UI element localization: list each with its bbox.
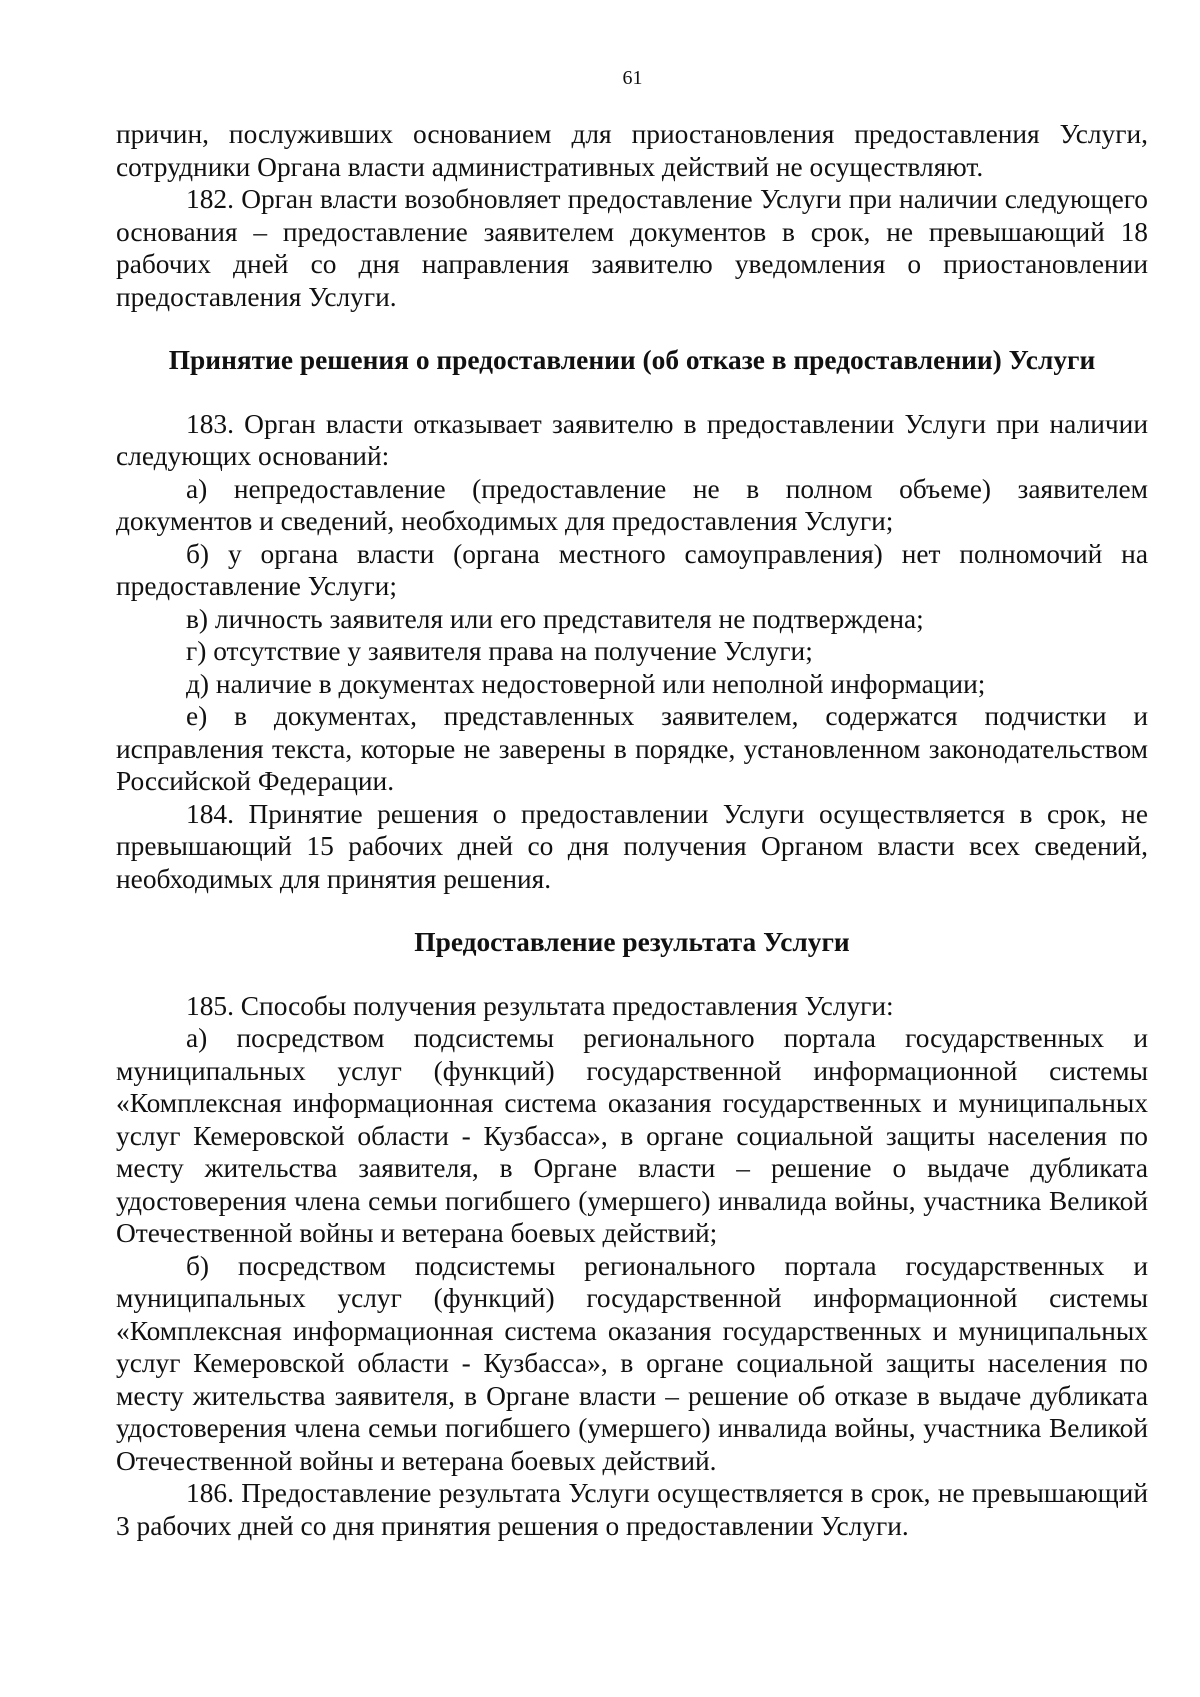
list-item-183-v: в) личность заявителя или его представителя не подтверждена; — [186, 603, 924, 634]
list-item-183-e: е) в документах, представленных заявителем, содержатся подчистки и исправления текста, которые не заверены в порядке, установленном законодательством Российской Федерации. — [116, 701, 1148, 796]
document-body — [116, 118, 1148, 1542]
paragraph-continuation: причин, послуживших основанием для приостановления предоставления Услуги, сотрудники Органа власти административных действий не осуществляют. — [116, 119, 1148, 182]
paragraph-185: 185. Способы получения результата предоставления Услуги: — [186, 990, 894, 1021]
list-item-185-a: а) посредством подсистемы регионального портала государственных и муниципальных услуг (функций) государственной информационной системы «Комплексная информационная система оказания государственных и муниципальных услуг Кемеровской области - Кузбасса», в органе социальной защиты населения по месту жительства заявителя, в Органе власти – решение о выдаче дубликата удостоверения члена семьи погибшего (умершего) инвалида войны, участника Великой Отечественной войны и ветерана боевых действий; — [116, 1023, 1148, 1248]
paragraph-182: 182. Орган власти возобновляет предоставление Услуги при наличии следующего основания – предоставление заявителем документов в срок, не превышающий 18 рабочих дней со дня направления заявителю уведомления о приостановлении предоставления Услуги. — [116, 184, 1148, 312]
paragraph-184: 184. Принятие решения о предоставлении Услуги осуществляется в срок, не превышающий 15 рабочих дней со дня получения Органом власти всех сведений, необходимых для принятия решения. — [116, 798, 1148, 894]
paragraph-186: 186. Предоставление результата Услуги осуществляется в срок, не превышающий 3 рабочих дней со дня принятия решения о предоставлении Услуги. — [116, 1478, 1148, 1541]
list-item-185-b: б) посредством подсистемы регионального портала государственных и муниципальных услуг (функций) государственной информационной системы «Комплексная информационная система оказания государственных и муниципальных услуг Кемеровской области - Кузбасса», в органе социальной защиты населения по месту жительства заявителя, в Органе власти – решение об отказе в выдаче дубликата удостоверения члена семьи погибшего (умершего) инвалида войны, участника Великой Отечественной войны и ветерана боевых действий. — [116, 1250, 1148, 1476]
paragraph-183: 183. Орган власти отказывает заявителю в предоставлении Услуги при наличии следующих оснований: — [116, 408, 1148, 471]
page-number: 61 — [622, 67, 643, 89]
section-heading-decision: Принятие решения о предоставлении (об отказе в предоставлении) Услуги — [168, 345, 1096, 375]
list-item-183-a: а) непредоставление (предоставление не в полном объеме) заявителем документов и сведений, необходимых для предоставления Услуги; — [116, 473, 1148, 536]
list-item-183-b: б) у органа власти (органа местного самоуправления) нет полномочий на предоставление Услуги; — [116, 538, 1148, 601]
list-item-183-g: г) отсутствие у заявителя права на получение Услуги; — [186, 636, 813, 666]
section-heading-result: Предоставление результата Услуги — [414, 927, 850, 957]
list-item-183-d: д) наличие в документах недостоверной или неполной информации; — [186, 668, 986, 699]
